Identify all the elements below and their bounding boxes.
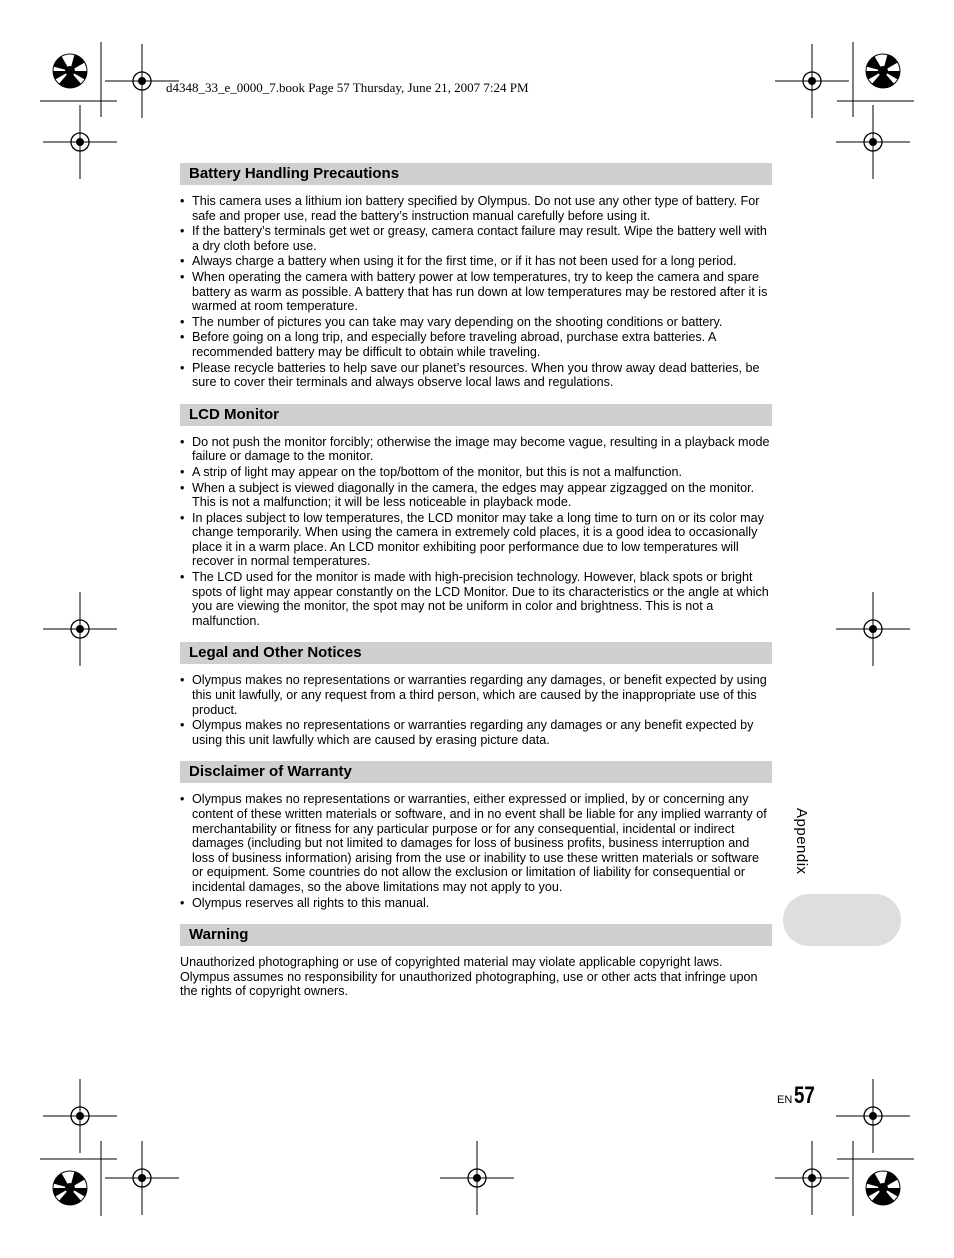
section-warning	[180, 924, 772, 999]
list-item: • Olympus makes no representations or warranties, either expressed or implied, by or concerning any content of these written materials or software, and in no event shall be liable for any implied warranty of merchantability or fitness for any particular purpose or for any consequential, incidental or indirect damages (including but not limited to damages for loss of business profits, business interruption and loss of business information) arising from the use or inability to use these written materials or software or equipment. Some countries do not allow the exclusion or limitation of liability for consequential or incidental damages, so the above limitations may not apply to you.	[180, 792, 772, 894]
side-mark-right	[836, 592, 910, 666]
bottom-center-mark	[440, 1141, 514, 1215]
list-item: • Olympus makes no representations or warranties regarding any damages, or benefit expected by using this unit lawfully, or any request from a third person, which are caused by the inappropriate use of this product.	[180, 673, 772, 717]
section-lcd-monitor	[180, 404, 772, 629]
book-header: d4348_33_e_0000_7.book Page 57 Thursday, June 21, 2007 7:24 PM	[166, 80, 529, 95]
section-title: Warning	[180, 924, 772, 946]
list-item: • If the battery’s terminals get wet or greasy, camera contact failure may result. Wipe the battery well with a dry cloth before use.	[180, 224, 772, 253]
corner-mark-bottom-left	[40, 1079, 179, 1216]
section-title: Disclaimer of Warranty	[180, 761, 772, 783]
appendix-side-label: Appendix	[793, 808, 810, 875]
section-disclaimer	[180, 761, 772, 910]
section-legal-notices	[180, 642, 772, 747]
bullet-list	[180, 194, 772, 390]
language-code: EN	[777, 1094, 793, 1106]
page-content	[180, 163, 772, 1013]
section-title: Battery Handling Precautions	[180, 163, 772, 185]
list-item: • A strip of light may appear on the top/bottom of the monitor, but this is not a malfunction.	[180, 465, 772, 480]
list-item: • When operating the camera with battery power at low temperatures, try to keep the camera and spare battery as warm as possible. A battery that has run down at low temperatures may be restored after it is warmed at room temperature.	[180, 270, 772, 314]
chapter-tab	[783, 894, 901, 946]
page-number	[777, 1082, 821, 1110]
bullet-list	[180, 792, 772, 910]
list-item: • This camera uses a lithium ion battery specified by Olympus. Do not use any other type of battery. For safe and proper use, read the battery’s instruction manual carefully before using it.	[180, 194, 772, 223]
list-item: • Do not push the monitor forcibly; otherwise the image may become vague, resulting in a playback mode failure or damage to the monitor.	[180, 435, 772, 464]
list-item: • Always charge a battery when using it for the first time, or if it has not been used for a long period.	[180, 254, 772, 269]
section-title: LCD Monitor	[180, 404, 772, 426]
list-item: • The number of pictures you can take may vary depending on the shooting conditions or battery.	[180, 315, 772, 330]
bullet-list	[180, 435, 772, 629]
list-item: • In places subject to low temperatures, the LCD monitor may take a long time to turn on or its color may change temporarily. When using the camera in extremely cold places, it is a good idea to occasionally place it in a warm place. An LCD monitor exhibiting poor performance due to low temperatures will recover in normal temperatures.	[180, 511, 772, 569]
list-item: • Olympus makes no representations or warranties regarding any damages or any benefit expected by using this unit lawfully which are caused by erasing picture data.	[180, 718, 772, 747]
list-item: • Please recycle batteries to help save our planet’s resources. When you throw away dead batteries, be sure to cover their terminals and always observe local laws and regulations.	[180, 361, 772, 390]
section-title: Legal and Other Notices	[180, 642, 772, 664]
list-item: • The LCD used for the monitor is made with high-precision technology. However, black spots or bright spots of light may appear constantly on the LCD Monitor. Due to its characteristics or the angle at which you are viewing the monitor, the spot may not be uniform in color and brightness. This is not a malfunction.	[180, 570, 772, 628]
section-battery-handling	[180, 163, 772, 390]
list-item: • When a subject is viewed diagonally in the camera, the edges may appear zigzagged on the monitor. This is not a malfunction; it will be less noticeable in playback mode.	[180, 481, 772, 510]
list-item: • Olympus reserves all rights to this manual.	[180, 896, 772, 911]
corner-mark-top-left	[40, 42, 179, 179]
side-mark-left	[43, 592, 117, 666]
warning-text: Unauthorized photographing or use of copyrighted material may violate applicable copyright laws. Olympus assumes no responsibility for unauthorized photographing, use or other acts that infringe upon the rights of copyright owners.	[180, 955, 758, 999]
corner-mark-top-right	[775, 42, 914, 179]
page-number-value: 57	[794, 1082, 816, 1109]
list-item: • Before going on a long trip, and especially before traveling abroad, purchase extra batteries. A recommended battery may be difficult to obtain while traveling.	[180, 330, 772, 359]
bullet-list	[180, 673, 772, 747]
